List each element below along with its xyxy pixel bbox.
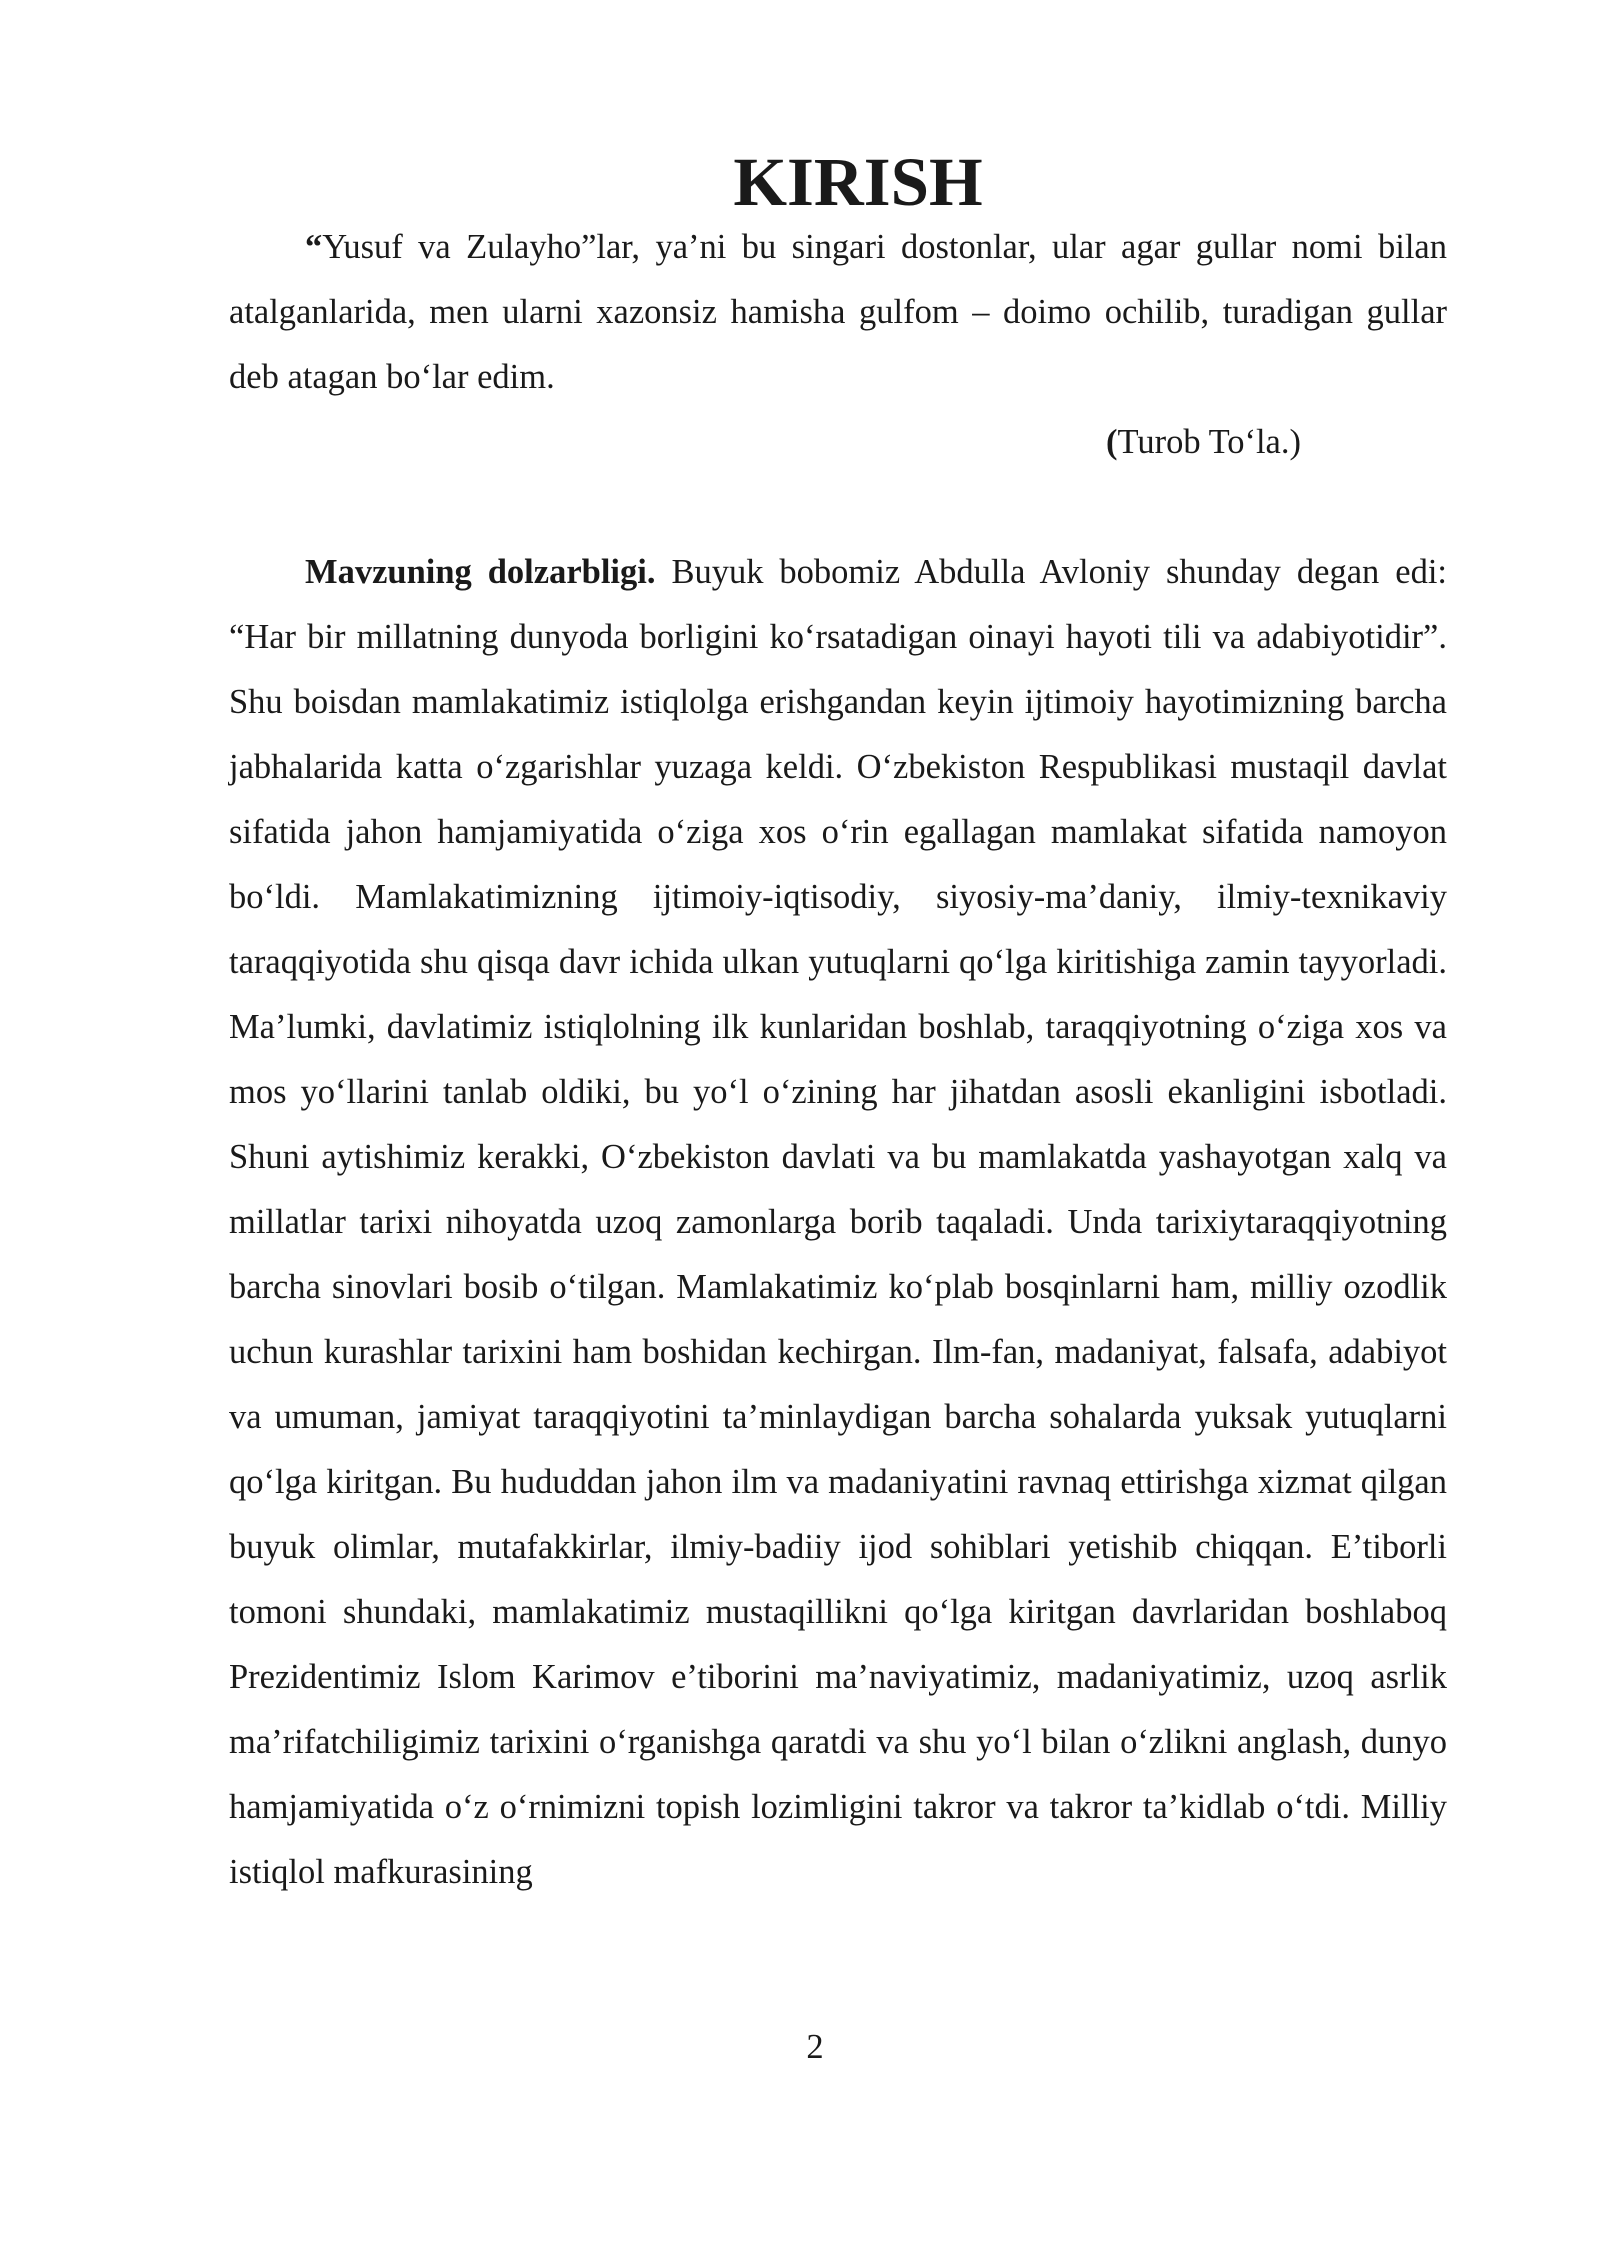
section-paragraph xyxy=(229,540,1447,1905)
attribution-text: Turob To‘la.) xyxy=(1117,423,1301,461)
epigraph-paragraph xyxy=(229,215,1447,410)
epigraph-open-quote: “ xyxy=(305,228,323,266)
document-page xyxy=(229,144,1447,1905)
attribution-paren: ( xyxy=(1105,423,1118,461)
section-text: Buyuk bobomiz Abdulla Avloniy shunday degan edi: “Har bir millatning dunyoda borligini ko‘rsatadigan oinayi hayoti tili va adabiyotidir”. Shu boisdan mamlakatimiz istiqlolga erishgandan keyin ijtimoiy hayotimizning barcha jabhalarida katta o‘zgarishlar yuzaga keldi. O‘zbekiston Respublikasi mustaqil davlat sifatida jahon hamjamiyatida o‘ziga xos o‘rin egallagan mamlakat sifatida namoyon bo‘ldi. Mamlakatimizning ijtimoiy-iqtisodiy, siyosiy-ma’daniy, ilmiy-texnikaviy taraqqiyotida shu qisqa davr ichida ulkan yutuqlarni qo‘lga kiritishiga zamin tayyorladi. Ma’lumki, davlatimiz istiqlolning ilk kunlaridan boshlab, taraqqiyotning o‘ziga xos va mos yo‘llarini tanlab oldiki, bu yo‘l o‘zining har jihatdan asosli ekanligini isbotladi. Shuni aytishimiz kerakki, O‘zbekiston davlati va bu mamlakatda yashayotgan xalq va millatlar tarixi nihoyatda uzoq zamonlarga borib taqaladi. Unda tarixiytaraqqiyotning barcha sinovlari bosib o‘tilgan. Mamlakatimiz ko‘plab bosqinlarni ham, milliy ozodlik uchun kurashlar tarixini ham boshidan kechirgan. Ilm-fan, madaniyat, falsafa, adabiyot va umuman, jamiyat taraqqiyotini ta’minlaydigan barcha sohalarda yuksak yutuqlarni qo‘lga kiritgan. Bu hududdan jahon ilm va madaniyatini ravnaq ettirishga xizmat qilgan buyuk olimlar, mutafakkirlar, ilmiy-badiiy ijod sohiblari yetishib chiqqan. E’tiborli tomoni shundaki, mamlakatimiz mustaqillikni qo‘lga kiritgan davrlaridan boshlaboq Prezidentimiz Islom Karimov e’tiborini ma’naviyatimiz, madaniyatimiz, uzoq asrlik ma’rifatchiligimiz tarixini o‘rganishga qaratdi va shu yo‘l bilan o‘zlikni anglash, dunyo hamjamiyatida o‘z o‘rnimizni topish lozimligini takror va takror ta’kidlab o‘tdi. Milliy istiqlol mafkurasining xyxy=(229,553,1447,1891)
epigraph-text: Yusuf va Zulayho”lar, ya’ni bu singari dostonlar, ular agar gullar nomi bilan atalganlarida, men ularni xazonsiz hamisha gulfom – doimo ochilib, turadigan gullar deb atagan bo‘lar edim. xyxy=(229,228,1447,396)
page-number: 2 xyxy=(806,2028,824,2066)
section-label: Mavzuning dolzarbligi. xyxy=(305,553,656,591)
epigraph-attribution xyxy=(229,410,1447,475)
blank-line xyxy=(229,475,1447,540)
document-heading: KIRISH xyxy=(733,144,983,220)
